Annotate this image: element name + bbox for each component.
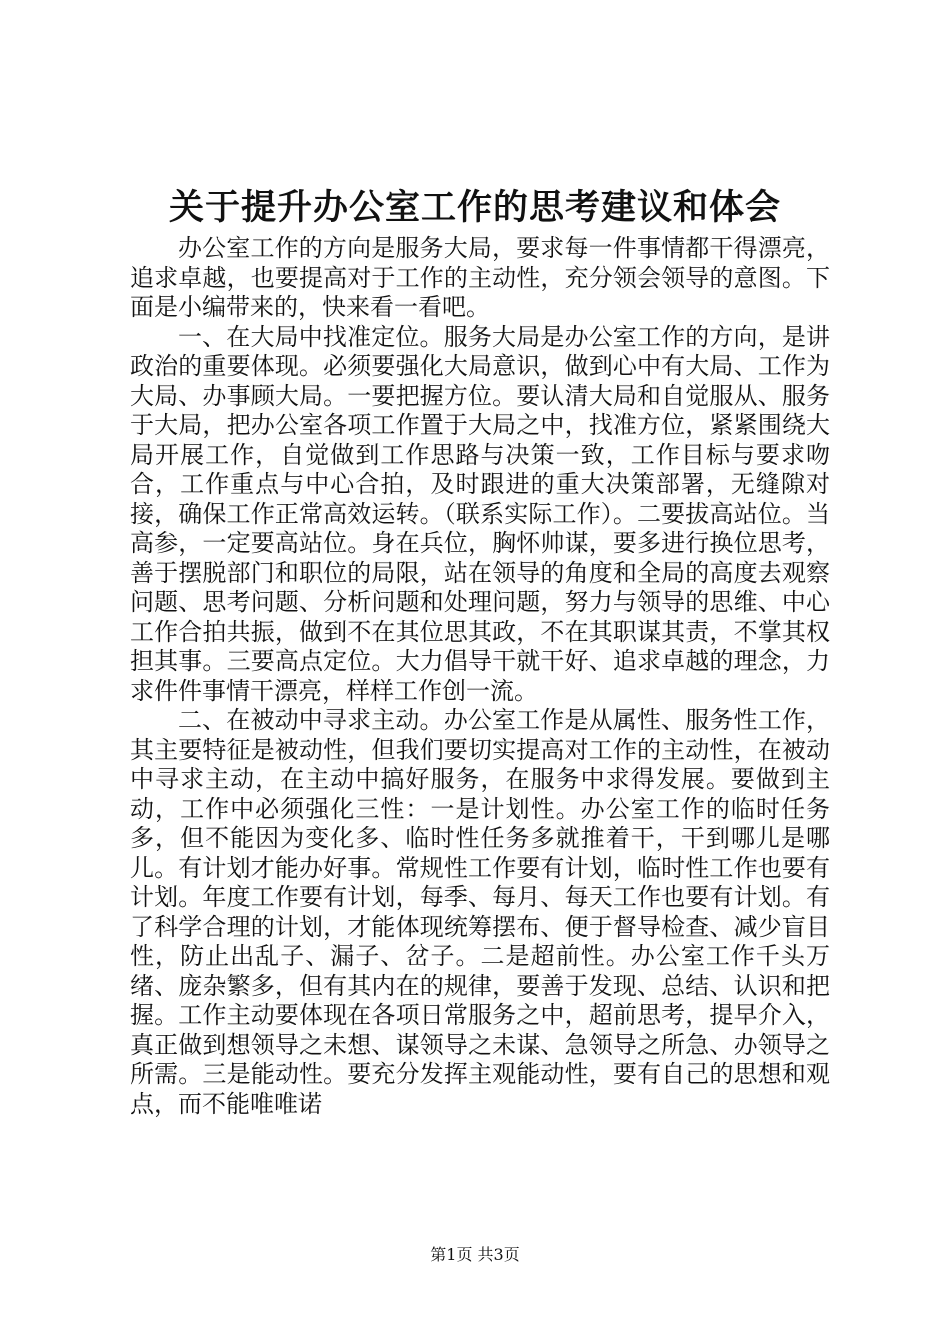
paragraph-intro: 办公室工作的方向是服务大局，要求每一件事情都干得漂亮，追求卓越，也要提高对于工作的主动性，充分领会领导的意图。下面是小编带来的，快来看一看吧。: [130, 234, 830, 321]
document-body: [130, 234, 830, 1119]
document-title: 关于提升办公室工作的思考建议和体会: [168, 187, 781, 228]
paragraph-section-two: 二、在被动中寻求主动。办公室工作是从属性、服务性工作，其主要特征是被动性，但我们要切实提高对工作的主动性，在被动中寻求主动，在主动中搞好服务，在服务中求得发展。要做到主动，工作中必须强化三性：一是计划性。办公室工作的临时任务多，但不能因为变化多、临时性任务多就推着干，干到哪儿是哪儿。有计划才能办好事。常规性工作要有计划，临时性工作也要有计划。年度工作要有计划，每季、每月、每天工作也要有计划。有了科学合理的计划，才能体现统筹摆布、便于督导检查、减少盲目性，防止出乱子、漏子、岔子。二是超前性。办公室工作千头万绪、庞杂繁多，但有其内在的规律，要善于发现、总结、认识和把握。工作主动要体现在各项日常服务之中，超前思考，提早介入，真正做到想领导之未想、谋领导之未谋、急领导之所急、办领导之所需。三是能动性。要充分发挥主观能动性，要有自己的思想和观点，而不能唯唯诺: [130, 706, 830, 1118]
paragraph-section-one: 一、在大局中找准定位。服务大局是办公室工作的方向，是讲政治的重要体现。必须要强化大局意识，做到心中有大局、工作为大局、办事顾大局。一要把握方位。要认清大局和自觉服从、服务于大局，把办公室各项工作置于大局之中，找准方位，紧紧围绕大局开展工作，自觉做到工作思路与决策一致，工作目标与要求吻合，工作重点与中心合拍，及时跟进的重大决策部署，无缝隙对接，确保工作正常高效运转。（联系实际工作）。二要拔高站位。当高参，一定要高站位。身在兵位，胸怀帅谋，要多进行换位思考，善于摆脱部门和职位的局限，站在领导的角度和全局的高度去观察问题、思考问题、分析问题和处理问题，努力与领导的思维、中心工作合拍共振，做到不在其位思其政，不在其职谋其责，不掌其权担其事。三要高点定位。大力倡导干就干好、追求卓越的理念，力求件件事情干漂亮，样样工作创一流。: [130, 322, 830, 705]
page-number-footer: 第1页 共3页: [430, 1245, 520, 1264]
